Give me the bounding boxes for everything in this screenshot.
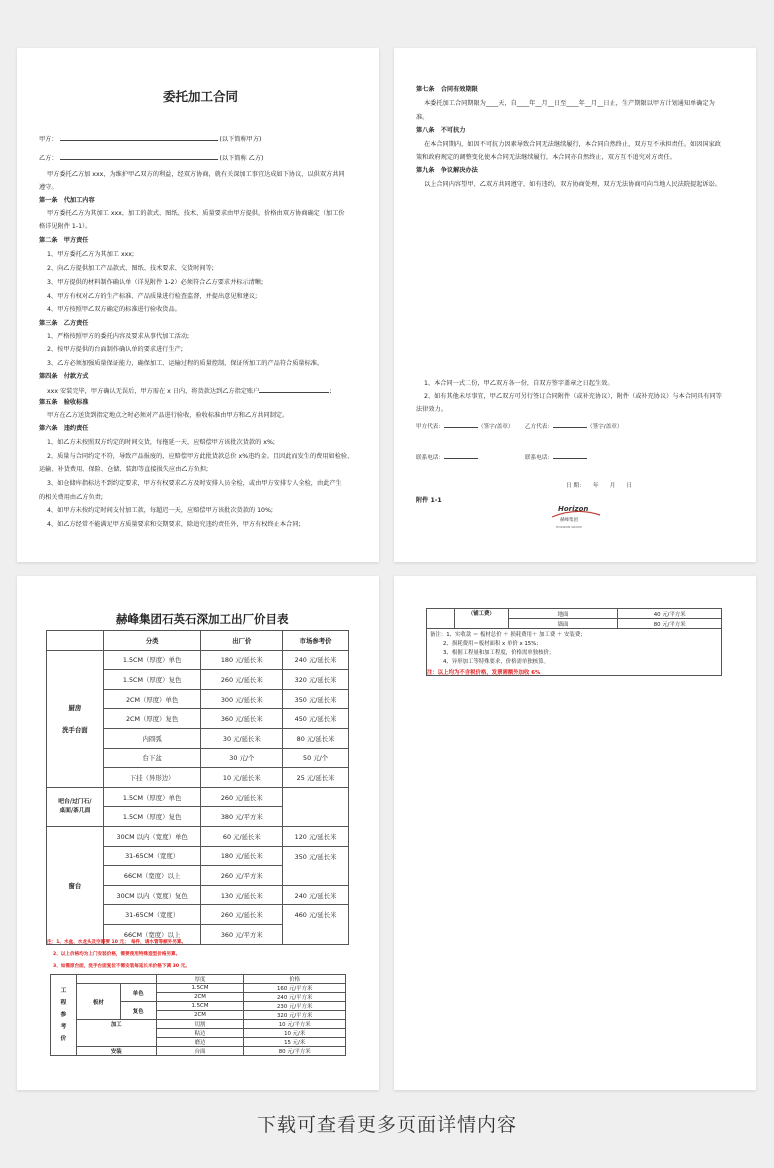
tax-note: 注：以上均为不含税价格，发票需额外加收 6%: [427, 670, 541, 676]
header-market-price: 市场参考价: [283, 631, 349, 651]
rep-a-note: （签字/盖章）: [477, 424, 514, 430]
party-a-line: [39, 134, 261, 144]
price-note-3: 3、如需原台面，洗手台面复位不需安装每延长米价格下调 30 元。: [53, 964, 190, 969]
phone-a-label: 联系电话：: [416, 455, 444, 461]
ending-line-2: 2、如有其他未尽事宜，甲乙双方可另行签订合同附件（或补充协议），附件（或补充协议）与本合同具有同等: [424, 393, 722, 400]
cell-item: 30CM 以内（宽度）单色: [103, 826, 201, 846]
section-4-title: 第四条 付款方式: [39, 373, 89, 380]
cell-spec: 地面: [508, 609, 618, 619]
group-engineering: [51, 975, 77, 1056]
logo-text: Horizon: [558, 505, 589, 513]
group-processing: 加工: [76, 1020, 156, 1047]
cell-price: 10 元/米: [244, 1029, 346, 1038]
cell-factory-price: 360 元/平方米: [201, 924, 283, 944]
logo-subtitle-en: HORIZON GROUP: [556, 525, 582, 529]
table-row: [51, 984, 346, 993]
group-windowsill: 窗台: [47, 826, 104, 944]
cell-price: 10 元/平方米: [244, 1020, 346, 1029]
intro-line-2: 遵守。: [39, 184, 58, 191]
price-list-title: 赫峰集团石英石深加工出厂价目表: [116, 612, 289, 626]
cell-factory-price: 30 元/个: [201, 748, 283, 768]
intro-line-1: 甲方委托乙方加 xxx，为维护甲乙双方的利益，经双方协商，就有关深加工事宜达成如下协议，以供双方共同: [47, 171, 345, 178]
party-a-label: 甲方：: [39, 136, 58, 143]
table-row: [51, 1047, 346, 1056]
rep-b-note: （签字/盖章）: [586, 424, 623, 430]
cell-price: 80 元/平方米: [244, 1047, 346, 1056]
section-7-line-2: 准。: [416, 114, 429, 121]
section-6-item: 3、如仓储库指标达不到约定要求，甲方有权要求乙方及时安排人员全检，或由甲方安排专人全检，由此产生: [47, 480, 342, 487]
table-row: [51, 1020, 346, 1029]
ending-line-3: 法律效力。: [416, 406, 447, 413]
section-2-title: 第二条 甲方责任: [39, 237, 89, 244]
remark-item: 3、根据工程量和加工程度，价格需单独核价；: [443, 650, 555, 656]
sign-date: 日 期： 年 月 日: [566, 483, 633, 489]
cell-factory-price: 10 元/延长米: [201, 768, 283, 788]
cell-market-price: 240 元/延长米: [283, 650, 349, 670]
table-row: [427, 609, 722, 619]
cell-spec: 1.5CM: [156, 1002, 244, 1011]
remark-item: 2、损耗费用＝板材面积 x 单价 x 15%；: [443, 641, 542, 647]
section-6-item: 4、如甲方未按约定时间支付加工款，每超迟一天，应赔偿甲方该批次货款的 10%;: [47, 507, 273, 514]
phone-b-line: [525, 452, 587, 462]
group-single-color: 单色: [120, 984, 156, 1002]
group-kitchen-label-2: 洗手台面: [62, 725, 88, 734]
cell-factory-price: 130 元/延长米: [201, 885, 283, 905]
section-9-line: 以上合同内容望甲、乙双方共同遵守，如有违约，双方协商处理，双方无法协商可向当地人民法院提起诉讼。: [424, 181, 721, 188]
header-blank: [47, 631, 104, 651]
group-engineering-char: 工: [60, 988, 67, 994]
cell-factory-price: 260 元/延长米: [201, 905, 283, 925]
cell-market-price: 460 元/延长米: [283, 905, 349, 944]
section-2-item: 4、甲方有权对乙方的生产标准、产品质量进行检查监督，并提出意见和建议;: [47, 293, 258, 300]
price-note-1: 注：1、水盆、水龙头及空需要 10 元； 每件，请水管等额外另算。: [47, 940, 187, 945]
remark-item: 1、实收款 ＝ 板材总价 ＋ 损耗费用＋ 加工费 ＋ 安装费；: [446, 632, 586, 638]
cell-spec: 磨边: [156, 1038, 244, 1047]
group-multi-color: 复色: [120, 1002, 156, 1020]
engineering-price-table: [50, 974, 346, 1056]
cell-market-price: 240 元/延长米: [283, 885, 349, 905]
section-3-item: 2、按甲方提供的台面制作确认单的要求进行生产;: [47, 346, 183, 353]
header-price: 价格: [244, 975, 346, 984]
section-1-title: 第一条 代加工内容: [39, 197, 95, 204]
section-1-line-2: 格详见附件 1-1）。: [39, 223, 92, 230]
cell-price: 320 元/平方米: [244, 1011, 346, 1020]
cell-market-price: 50 元/个: [283, 748, 349, 768]
header-thickness: 厚度: [156, 975, 244, 984]
cell-market-price: 350 元/延长米: [283, 846, 349, 885]
cell-spec: 2CM: [156, 1011, 244, 1020]
cell-blank: [427, 609, 455, 629]
group-bar-label-2: 桌面/茶几面: [59, 807, 91, 814]
table-header-row: [51, 975, 346, 984]
group-engineering-char: 考: [60, 1024, 67, 1030]
cell-market-price: 350 元/延长米: [283, 689, 349, 709]
cell-spec: 切割: [156, 1020, 244, 1029]
phone-a-blank[interactable]: [444, 452, 478, 459]
section-2-item: 2、向乙方提供加工产品款式、图纸、技术要求、交货时间等;: [47, 265, 214, 272]
section-4-text: xxx 安装完毕，甲方确认无误后，甲方需在 x 日内，将货款达到乙方指定账户: [47, 388, 260, 395]
cell-factory-price: 260 元/延长米: [201, 670, 283, 690]
group-kitchen: [47, 650, 104, 787]
contract-title: 委托加工合同: [163, 89, 239, 104]
appendix-label: 附件 1-1: [416, 497, 442, 504]
party-b-note: (以下简称 乙方): [219, 155, 264, 162]
contract-page-2: [394, 48, 756, 562]
rep-a-blank[interactable]: [444, 421, 478, 428]
cell-price: 15 元/米: [244, 1038, 346, 1047]
footer-more-pages[interactable]: 下载可查看更多页面详情内容: [256, 1114, 517, 1136]
cell-market-price: 120 元/延长米: [283, 826, 349, 846]
cell-item: 31-65CM（宽度）: [103, 905, 201, 925]
header-blank: [76, 975, 156, 984]
price-list-page-2: [394, 576, 756, 1090]
group-board: 板材: [76, 984, 120, 1020]
cell-factory-price: 180 元/延长米: [201, 846, 283, 866]
table-row: [47, 826, 349, 846]
header-factory-price: 出厂价: [201, 631, 283, 651]
group-laying-fee: （铺工费）: [454, 609, 508, 629]
cell-spec: 2CM: [156, 993, 244, 1002]
ending-line-1: 1、本合同一式二份，甲乙双方各一份，自双方签字盖章之日起生效。: [424, 380, 614, 387]
cell-spec: 台面: [156, 1047, 244, 1056]
section-8-title: 第八条 不可抗力: [416, 127, 466, 134]
group-bar-label-1: 吧台/过门石/: [58, 798, 92, 805]
group-bar: [47, 787, 104, 826]
cell-item: 66CM（宽度）以上: [103, 924, 201, 944]
cell-market-price: 80 元/延长米: [283, 728, 349, 748]
section-6-item: 4、如乙方经常不能满足甲方质量要求和交期要求，除追究违约责任外，甲方有权终止本合同;: [47, 521, 301, 528]
cell-price: 240 元/平方米: [244, 993, 346, 1002]
group-engineering-char: 程: [60, 1000, 67, 1006]
cell-factory-price: 30 元/延长米: [201, 728, 283, 748]
section-1-line-1: 甲方委托乙方为其加工 xxx，加工的款式、图纸、技术、质量要求由甲方提供，价格由双方协商确定（加工价: [47, 210, 345, 217]
cell-spec: 墙面: [508, 619, 618, 629]
phone-b-label: 联系电话：: [525, 455, 553, 461]
section-2-item: 4、甲方按照甲乙双方确定的标准进行验收货品。: [47, 306, 181, 313]
cell-item: 30CM 以内（宽度）复色: [103, 885, 201, 905]
group-engineering-char: 参: [60, 1012, 67, 1018]
table-header-row: [47, 631, 349, 651]
section-2-item: 3、甲方提供的材料制作确认单（详见附件 1-2）必须符合乙方要求并标示清晰;: [47, 279, 264, 286]
section-6-item: 2、质量与合同约定不符，导致产品报废的，应赔偿甲方此批货款总价 x%违约金。且因此而发生的费用如检验、: [47, 453, 354, 460]
remark-label: 备注：: [430, 632, 447, 638]
section-7-title: 第七条 合同有效期限: [416, 86, 478, 93]
party-b-label: 乙方：: [39, 155, 58, 162]
cell-factory-price: 260 元/延长米: [201, 787, 283, 807]
phone-a-line: [416, 452, 478, 462]
section-3-item: 1、严格按照甲方的委托内容及要求从事代加工活动;: [47, 333, 190, 340]
cell-item: 1.5CM（厚度）复色: [103, 670, 201, 690]
cell-market-price: 450 元/延长米: [283, 709, 349, 729]
group-installation: 安装: [76, 1047, 156, 1056]
cell-item: 1.5CM（厚度）单色: [103, 787, 201, 807]
price-note-2: 2、以上价格均为上门安装价格，需要使用特殊造型价格另算。: [53, 952, 181, 957]
section-8-line-1: 在本合同期内，如因不可抗力因素导致合同无法继续履行，本合同自然终止，双方互不承担责任。如因国家政: [424, 141, 721, 148]
header-category: 分类: [103, 631, 201, 651]
section-3-item: 3、乙方必须加强质量保证能力，确保加工、运输过程的质量控制，保证所加工的产品符合质量标准。: [47, 360, 324, 367]
cell-item: 内圆弧: [103, 728, 201, 748]
cell-item: 31-65CM（宽度）: [103, 846, 201, 866]
section-7-line-1: 本委托加工合同期限为____天，自____年__月__日至____年__月__日止，生产期限以甲方计划通知单确定为: [424, 100, 715, 107]
cell-item: 1.5CM（厚度）单色: [103, 650, 201, 670]
cell-market-price: 320 元/延长米: [283, 670, 349, 690]
laying-fee-table: [426, 608, 722, 676]
cell-spec: 粘边: [156, 1029, 244, 1038]
contract-page-1: [17, 48, 379, 562]
cell-spec: 1.5CM: [156, 984, 244, 993]
rep-a-line: [416, 421, 513, 431]
cell-price: 40 元/平方米: [618, 609, 722, 619]
cell-price: 80 元/平方米: [618, 619, 722, 629]
cell-factory-price: 300 元/延长米: [201, 689, 283, 709]
section-6-title: 第六条 违约责任: [39, 425, 89, 432]
party-b-blank[interactable]: [60, 153, 218, 160]
section-3-title: 第三条 乙方责任: [39, 320, 89, 327]
section-9-title: 第九条 争议解决办法: [416, 167, 478, 174]
section-5-line: 甲方在乙方送货到指定地点之时必须对产品进行验收，验收标准由甲方和乙方共同制定。: [47, 412, 289, 419]
cell-price: 160 元/平方米: [244, 984, 346, 993]
section-8-line-2: 策和政府规定的调整变化使本合同无法继续履行，本合同亦自然终止，双方互不追究对方责任。: [416, 154, 676, 161]
horizon-logo: [546, 503, 606, 533]
cell-factory-price: 360 元/延长米: [201, 709, 283, 729]
phone-b-blank[interactable]: [553, 452, 587, 459]
party-b-line: [39, 153, 263, 163]
section-5-title: 第五条 验收标准: [39, 399, 89, 406]
party-a-note: (以下简称甲方): [219, 136, 262, 143]
group-engineering-char: 价: [60, 1036, 67, 1042]
price-table: [46, 630, 349, 945]
section-2-item: 1、甲方委托乙方为其加工 xxx;: [47, 251, 135, 258]
cell-factory-price: 180 元/延长米: [201, 650, 283, 670]
rep-a-label: 甲方代表：: [416, 424, 444, 430]
cell-factory-price: 380 元/平方米: [201, 807, 283, 827]
table-row: [47, 650, 349, 670]
party-a-blank[interactable]: [60, 134, 218, 141]
group-kitchen-label-1: 厨房: [68, 703, 82, 712]
cell-market-price-empty: [283, 787, 349, 826]
section-4-line: xxx 安装完毕，甲方确认无误后，甲方需在 x 日内，将货款达到乙方指定账户 ;: [47, 388, 332, 395]
cell-factory-price: 260 元/平方米: [201, 866, 283, 886]
section-6-item: 1、如乙方未按照双方约定的时间交货，每拖延一天，应赔偿甲方该批次货款的 x%;: [47, 439, 275, 446]
account-blank[interactable]: [259, 386, 329, 393]
price-list-page: [17, 576, 379, 1090]
cell-item: 66CM（宽度）以上: [103, 866, 201, 886]
cell-item: 下挂（异形边）: [103, 768, 201, 788]
section-6-item: 的相关费用由乙方负责;: [39, 494, 103, 501]
cell-factory-price: 60 元/延长米: [201, 826, 283, 846]
table-row: [47, 787, 349, 807]
cell-item: 台下盆: [103, 748, 201, 768]
cell-item: 2CM（厚度）复色: [103, 709, 201, 729]
cell-item: 2CM（厚度）单色: [103, 689, 201, 709]
cell-price: 230 元/平方米: [244, 1002, 346, 1011]
section-6-item: 运输、补货费用、保险、仓储、装卸等直接损失应由乙方负担;: [39, 466, 209, 473]
logo-subtitle: 赫峰集团: [560, 518, 578, 523]
rep-b-blank[interactable]: [553, 421, 587, 428]
rep-b-label: 乙方代表：: [525, 424, 553, 430]
cell-item: 1.5CM（厚度）复色: [103, 807, 201, 827]
cell-market-price: 25 元/延长米: [283, 768, 349, 788]
rep-b-line: [525, 421, 622, 431]
remark-item: 4、异形加工等特殊要求，价格需单独核算。: [443, 659, 549, 665]
